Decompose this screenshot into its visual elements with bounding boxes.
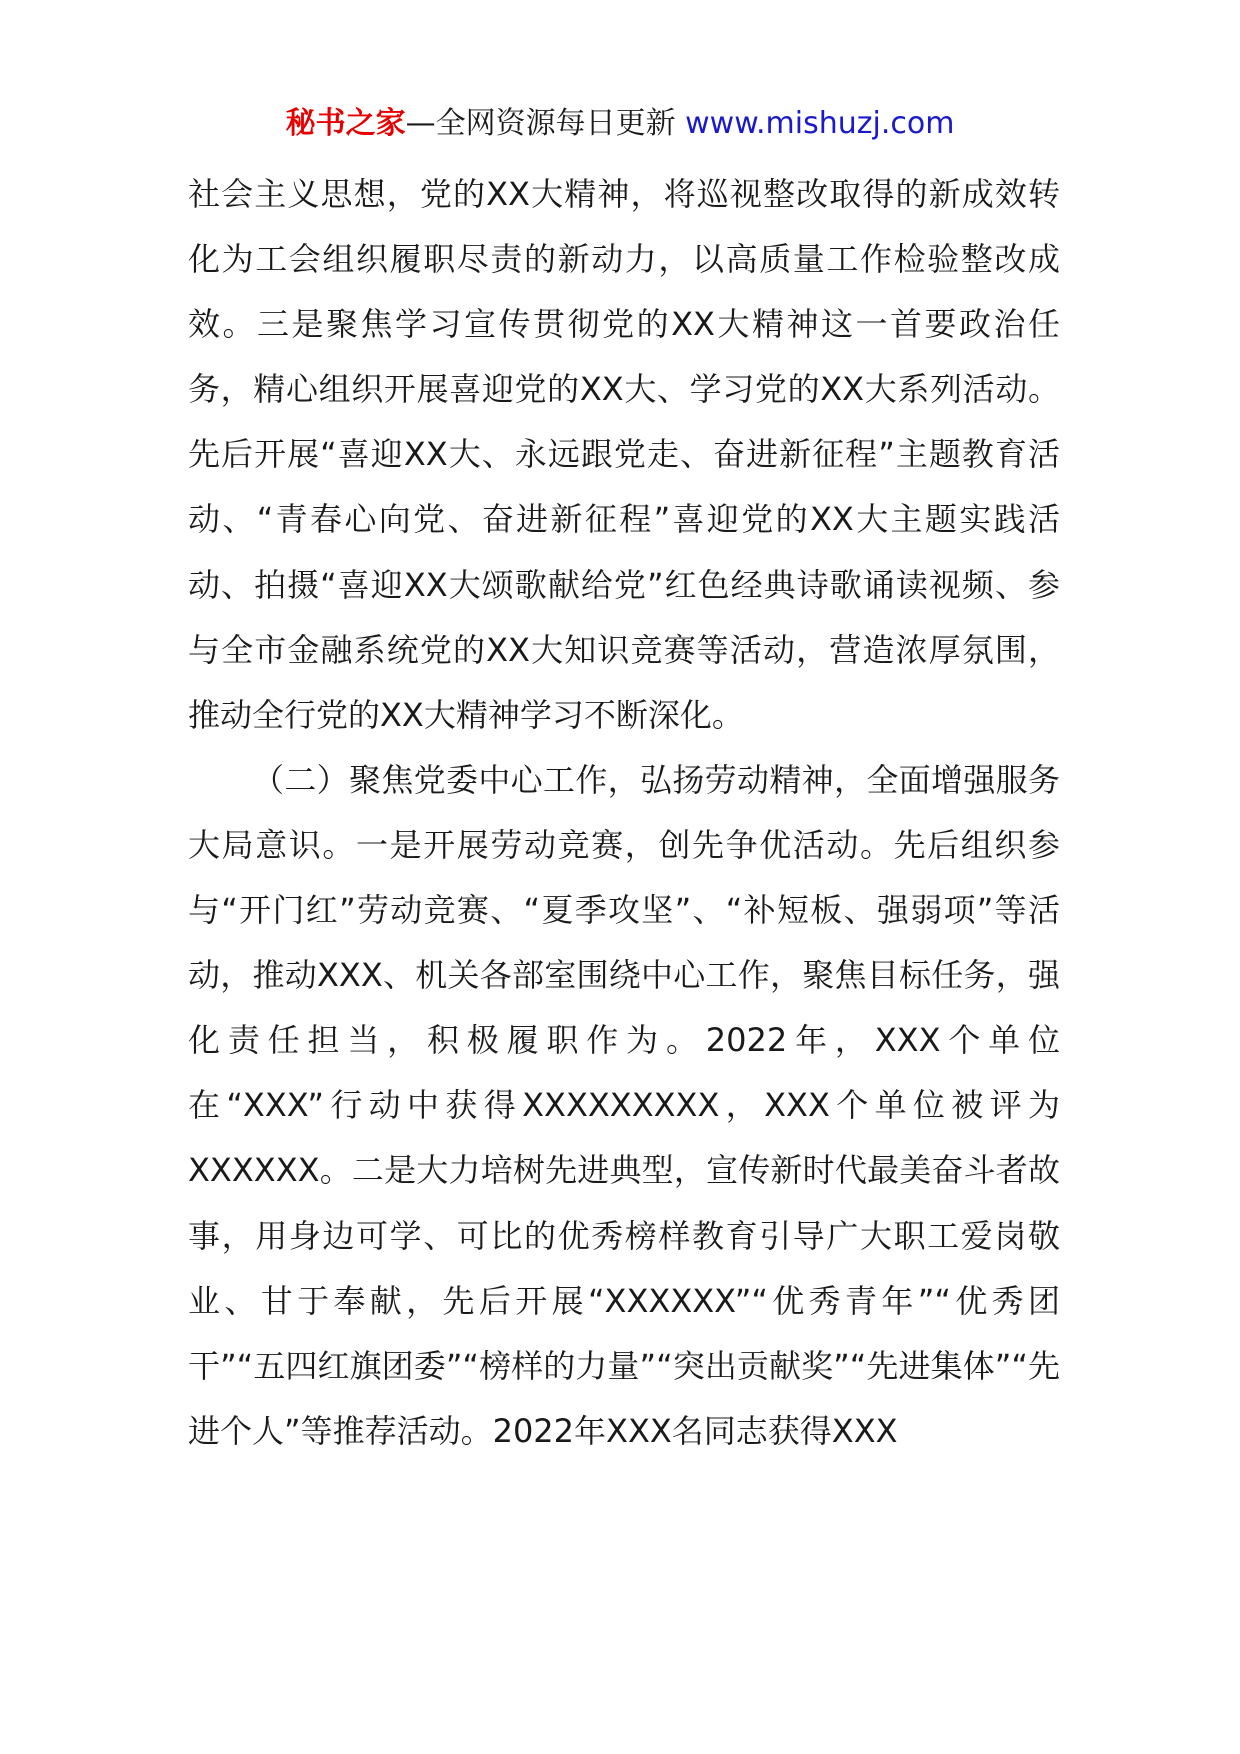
paragraph-1: 社会主义思想，党的XX大精神，将巡视整改取得的新成效转化为工会组织履职尽责的新动力，以高质量工作检验整改成效。三是聚焦学习宣传贯彻党的XX大精神这一首要政治任务，精心组织开展喜迎党的XX大、学习党的XX大系列活动。先后开展“喜迎XX大、永远跟党走、奋进新征程”主题教育活动、“青春心向党、奋进新征程”喜迎党的XX大主题实践活动、拍摄“喜迎XX大颂歌献给党”红色经典诗歌诵读视频、参与全市金融系统党的XX大知识竞赛等活动，营造浓厚氛围，推动全行党的XX大精神学习不断深化。 <box>188 175 1060 734</box>
document-body <box>188 162 1060 1464</box>
brand-name: 秘书之家 <box>285 106 406 141</box>
page-header <box>0 100 1240 148</box>
header-tagline: —全网资源每日更新 <box>405 106 676 141</box>
paragraph-2: （二）聚焦党委中心工作，弘扬劳动精神，全面增强服务大局意识。一是开展劳动竞赛，创先争优活动。先后组织参与“开门红”劳动竞赛、“夏季攻坚”、“补短板、强弱项”等活动，推动XXX、机关各部室围绕中心工作，聚焦目标任务，强化责任担当，积极履职作为。2022年，XXX个单位在“XXX”行动中获得XXXXXXXXX，XXX个单位被评为XXXXXX。二是大力培树先进典型，宣传新时代最美奋斗者故事，用身边可学、可比的优秀榜样教育引导广大职工爱岗敬业、甘于奉献，先后开展“XXXXXX”“优秀青年”“优秀团干”“五四红旗团委”“榜样的力量”“突出贡献奖”“先进集体”“先进个人”等推荐活动。2022年XXX名同志获得XXX <box>188 760 1060 1450</box>
website-link[interactable]: www.mishuzj.com <box>685 106 955 141</box>
